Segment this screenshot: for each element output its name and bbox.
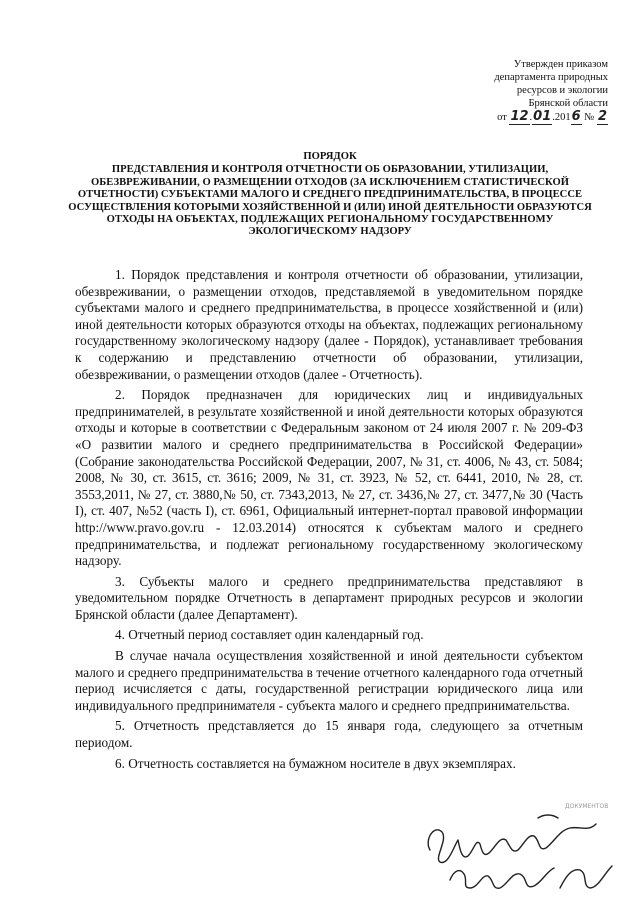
number-label: № — [584, 112, 595, 123]
document-body — [75, 267, 583, 776]
paragraph-1: 1. Порядок представления и контроля отчетности об образовании, утилизации, обезвреживании, о размещении отходов, представляемой в уведомительном порядке субъектами малого и среднего предпринимательства, в процессе хозяйственной и (или) иной деятельности которых образуются отходы на объектах, подлежащих региональному государственному экологическому надзору (далее - Порядок), устанавливает требования к содержанию и представлению отчетности об образовании, утилизации, обезвреживании, о размещении отходов (далее - Отчетность). — [75, 267, 583, 382]
paragraph-5: 5. Отчетность представляется до 15 января года, следующего за отчетным периодом. — [75, 718, 583, 751]
approval-line-1: Утвержден приказом — [513, 59, 608, 70]
approval-line-2: департамента природных — [494, 72, 608, 83]
document-title — [68, 151, 592, 239]
approval-date-line: от 12.01.2016 № 2 — [497, 109, 607, 124]
date-year-prefix: .201 — [552, 112, 571, 123]
paragraph-6: 6. Отчетность составляется на бумажном носителе в двух экземплярах. — [115, 755, 516, 771]
date-month: 01 — [533, 109, 552, 124]
handwritten-signature — [420, 810, 620, 902]
paragraph-4: 4. Отчетный период составляет один календарный год. — [115, 627, 424, 643]
approval-block — [448, 58, 608, 124]
title-text: ПРЕДСТАВЛЕНИЯ И КОНТРОЛЯ ОТЧЕТНОСТИ ОБ ОБРАЗОВАНИИ, УТИЛИЗАЦИИ, ОБЕЗВРЕЖИВАНИИ, О РАЗМЕЩЕНИИ ОТХОДОВ (ЗА ИСКЛЮЧЕНИЕМ СТАТИСТИЧЕСКОЙ ОТЧЕТНОСТИ) СУБЪЕКТАМИ МАЛОГО И СРЕДНЕГО ПРЕДПРИНИМАТЕЛЬСТВА, В ПРОЦЕССЕ ОСУЩЕСТВЛЕНИЯ КОТОРЫМИ ХОЗЯЙСТВЕННОЙ И (ИЛИ) ИНОЙ ДЕЯТЕЛЬНОСТИ ОБРАЗУЮТСЯ ОТХОДЫ НА ОБЪЕКТАХ, ПОДЛЕЖАЩИХ РЕГИОНАЛЬНОМУ ГОСУДАРСТВЕННОМУ ЭКОЛОГИЧЕСКОМУ НАДЗОРУ — [68, 164, 592, 238]
order-number: 2 — [597, 109, 607, 124]
paragraph-2: 2. Порядок предназначен для юридических лиц и индивидуальных предпринимателей, в результате хозяйственной и иной деятельности которых образуются отходы и которые в соответствии с Федеральным законом от 24 июля 2007 г. № 209-ФЗ «О развитии малого и среднего предпринимательства в Российской Федерации» (Собрание законодательства Российской Федерации, 2007, № 31, ст. 4006, № 43, ст. 5084; 2008, № 30, ст. 3615, ст. 3616; 2009, № 31, ст. 3923, № 52, ст. 6441, 2010, № 28, ст. 3553,2011, № 27, ст. 3880,№ 50, ст. 7343,2013, № 27, ст. 3436,№ 27, ст. 3477,№ 30 (Часть I), ст. 407, №52 (часть I), ст. 6961, Официальный интернет-портал правовой информации http://www.pravo.gov.ru - 12.03.2014) относятся к субъектам малого и среднего предпринимательства, и подлежат региональному государственному экологическому надзору. — [75, 387, 583, 569]
date-year-digit: 6 — [571, 109, 581, 124]
paragraph-3: 3. Субъекты малого и среднего предпринимательства представляют в уведомительном порядке Отчетность в департамент природных ресурсов и экологии Брянской области (далее Департамент). — [75, 573, 583, 622]
title-heading: ПОРЯДОК — [303, 151, 357, 162]
faded-stamp: ДОКУМЕНТОВ — [565, 803, 609, 810]
date-prefix: от — [497, 112, 507, 123]
approval-line-3: ресурсов и экологии — [516, 85, 608, 96]
paragraph-4-continuation: В случае начала осуществления хозяйственной и иной деятельности субъектом малого и среднего предпринимательства в течение отчетного календарного года отчетный период исчисляется с даты, государственной регистрации юридического лица или индивидуального предпринимателя - субъекта малого и среднего предпринимательства. — [75, 648, 583, 713]
approval-line-4: Брянской области — [528, 98, 608, 109]
date-day: 12 — [510, 109, 529, 124]
